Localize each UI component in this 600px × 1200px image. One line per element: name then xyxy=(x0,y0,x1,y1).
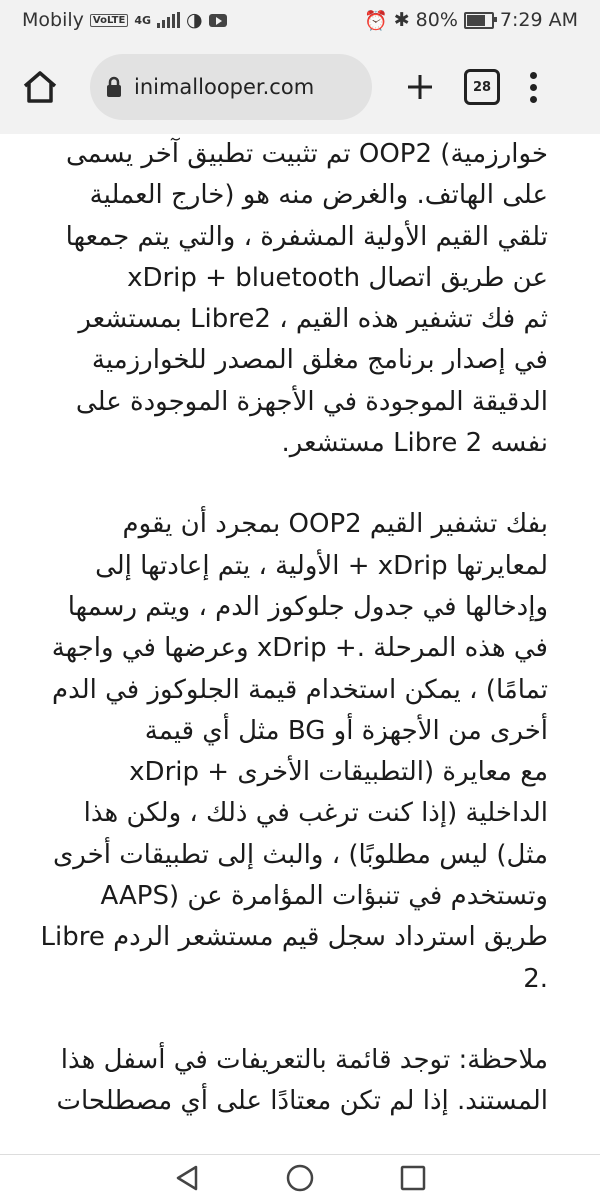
tab-switcher-button[interactable] xyxy=(464,69,500,105)
article-paragraph-3: ملاحظة: توجد قائمة بالتعريفات في أسفل هذا المستند. إذا لم تكن معتادًا على أي مصطلحات xyxy=(56,1044,548,1117)
battery-icon xyxy=(464,12,494,29)
menu-dot xyxy=(530,84,537,91)
status-bar xyxy=(0,0,600,40)
system-nav-bar xyxy=(0,1154,600,1200)
address-bar[interactable] xyxy=(90,54,372,120)
data-saver-icon: ◑ xyxy=(186,9,203,31)
article-paragraph-1: خوارزمية) OOP2 تم تثبيت تطبيق آخر يسمى على الهاتف. والغرض منه هو (خارج العملية تلقي القيم الأولية المشفرة ، والتي يتم جمعها xDrip + bluetooth عن طريق اتصال ثم فك تشفير هذه القيم ، Libre2 بمستشعر في إصدار برنامج مغلق المصدر للخوارزمية الدقيقة الموجودة في الأجهزة الموجودة على نفسه Libre 2 مستشعر. xyxy=(65,139,548,459)
battery-percent: 80% xyxy=(415,9,458,31)
back-icon xyxy=(174,1164,200,1192)
clock: 7:29 AM xyxy=(499,9,578,31)
new-tab-button[interactable] xyxy=(400,61,440,113)
tab-count: 28 xyxy=(472,79,492,95)
overflow-menu-button[interactable] xyxy=(528,72,538,103)
menu-dot xyxy=(530,72,537,79)
url-text[interactable]: inimallooper.com xyxy=(134,75,315,99)
browser-toolbar xyxy=(0,40,600,134)
volte-icon: VoLTE xyxy=(90,14,128,27)
page-content[interactable] xyxy=(0,134,600,1154)
square-recents-icon xyxy=(400,1165,426,1191)
menu-dot xyxy=(530,96,537,103)
recents-button[interactable] xyxy=(393,1158,433,1198)
network-type: 4G xyxy=(134,13,152,27)
home-button[interactable] xyxy=(14,61,66,113)
home-nav-button[interactable] xyxy=(280,1158,320,1198)
home-icon xyxy=(22,70,58,104)
youtube-icon xyxy=(209,14,227,27)
circle-home-icon xyxy=(285,1163,315,1193)
lock-icon xyxy=(106,76,122,98)
status-right xyxy=(364,9,578,32)
back-button[interactable] xyxy=(167,1158,207,1198)
status-left xyxy=(22,9,227,31)
carrier-name: Mobily xyxy=(22,9,84,31)
bluetooth-icon: ✱ xyxy=(393,9,410,31)
article-paragraph-2: بفك تشفير القيم OOP2 بمجرد أن يقوم لمعايرتها xDrip + الأولية ، يتم إعادتها إلى وإدخالها في جدول جلوكوز الدم ، ويتم رسمها في هذه المرحلة .+ xDrip وعرضها في واجهة تمامًا) ، يمكن استخدام قيمة الجلوكوز في الدم أخرى من الأجهزة أو BG مثل أي قيمة xDrip + مع معايرة (التطبيقات الأخرى الداخلية (إذا كنت ترغب في ذلك ، ولكن هذا مثل) ليس مطلوبًا) ، والبث إلى تطبيقات أخرى وتستخدم في تنبؤات المؤامرة عن (AAPS Libre طريق استرداد سجل قيم مستشعر الردم 2. xyxy=(40,509,548,994)
alarm-icon: ⏰ xyxy=(364,9,388,32)
plus-icon xyxy=(406,73,434,101)
signal-icon xyxy=(157,12,180,28)
